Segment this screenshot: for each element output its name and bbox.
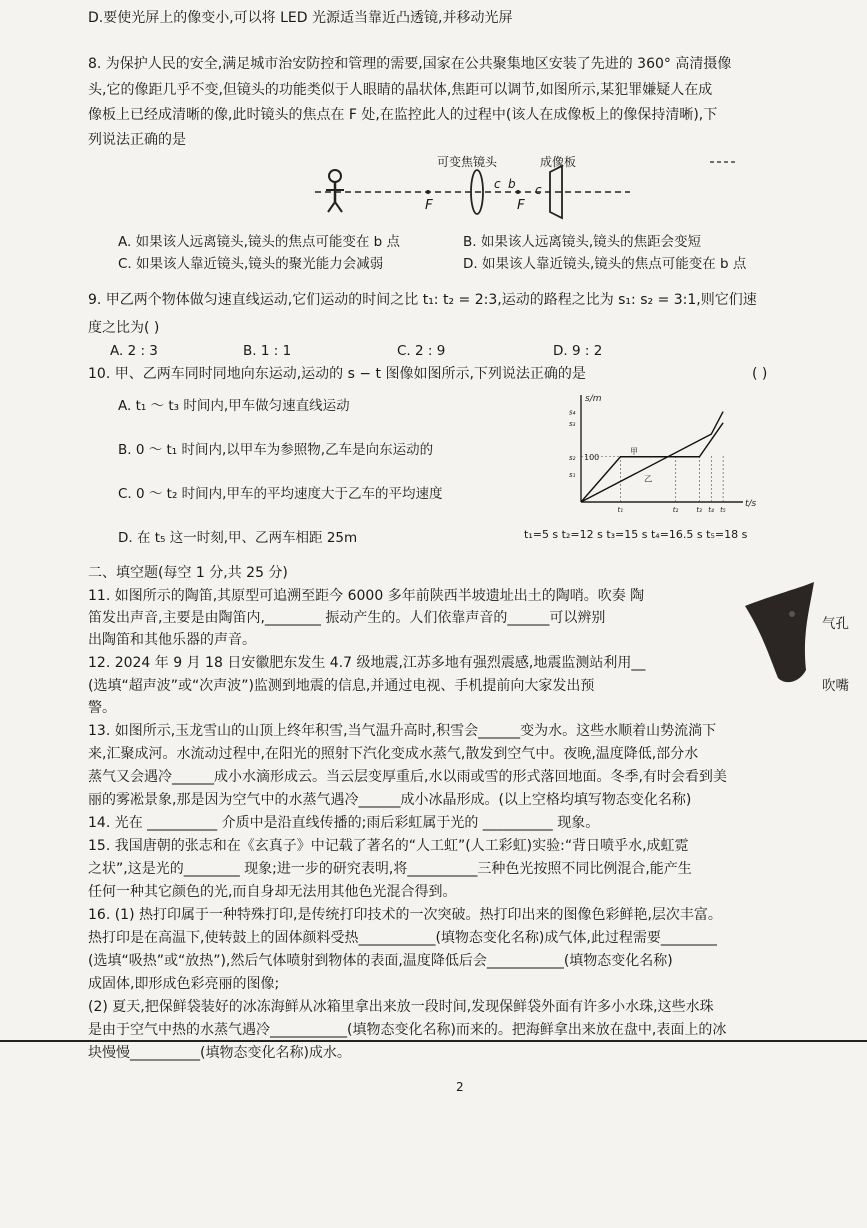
q12-line-2: (选填“超声波”或“次声波”)监测到地震的信息,并通过电视、手机提前向大家发出预 xyxy=(88,678,595,694)
q9-option-b: B. 1 : 1 xyxy=(243,343,292,359)
q10-option-b: B. 0 ～ t₁ 时间内,以甲车为参照物,乙车是向东运动的 xyxy=(118,442,434,458)
x-tick-2: t₂ xyxy=(672,506,679,514)
q16-line-2: 热打印是在高温下,使转鼓上的固体颜料受热___________(填物态变化名称)成气体,此过程需要________ xyxy=(88,930,717,946)
chart-time-values: t₁=5 s t₂=12 s t₃=15 s t₄=16.5 s t₅=18 s xyxy=(524,528,748,541)
lens-label: 可变焦镜头 xyxy=(437,155,498,169)
series-label-yi: 乙 xyxy=(644,474,653,484)
q13-line-2: 来,汇聚成河。水流动过程中,在阳光的照射下汽化变成水蒸气,散发到空气中。夜晚,温度降低,部分水 xyxy=(88,746,699,762)
q8-line-3: 像板上已经成清晰的像,此时镜头的焦点在 F 处,在监控此人的过程中(该人在成像板上的像保持清晰),下 xyxy=(88,107,718,123)
q8-option-a: A. 如果该人远离镜头,镜头的焦点可能变在 b 点 xyxy=(118,234,401,250)
q8-option-d: D. 如果该人靠近镜头,镜头的焦点可能变在 b 点 xyxy=(463,256,747,272)
q10-option-d: D. 在 t₅ 这一时刻,甲、乙两车相距 25m xyxy=(118,530,358,546)
q13-line-4: 丽的雾凇景象,那是因为空气中的水蒸气遇冷______成小冰晶形成。(以上空格均填写物态变化名称) xyxy=(88,792,692,808)
ocarina-image xyxy=(740,578,820,698)
q10-paren: ( ) xyxy=(752,366,768,382)
q12-line-1: 12. 2024 年 9 月 18 日安徽肥东发生 4.7 级地震,江苏多地有强烈震感,地震监测站利用__ xyxy=(88,655,646,671)
q16-line-6: 是由于空气中热的水蒸气遇冷___________(填物态变化名称)而来的。把海鲜拿出来放在盘中,表面上的冰 xyxy=(88,1022,727,1038)
fold-line xyxy=(0,1040,867,1042)
point-c: c xyxy=(494,177,501,191)
q10-option-a: A. t₁ ～ t₃ 时间内,甲车做匀速直线运动 xyxy=(118,398,350,414)
q10-option-c: C. 0 ～ t₂ 时间内,甲车的平均速度大于乙车的平均速度 xyxy=(118,486,443,502)
q15-line-2: 之状”,这是光的________ 现象;进一步的研究表明,将__________三种色光按照不同比例混合,能产生 xyxy=(88,861,692,877)
y-tick-3: s₂ xyxy=(569,453,576,462)
q15-line-1: 15. 我国唐朝的张志和在《玄真子》中记载了著名的“人工虹”(人工彩虹)实验:“背日喷乎水,成虹霓 xyxy=(88,838,689,854)
ocarina-mouth-label: 吹嘴 xyxy=(822,678,849,694)
q13-line-3: 蒸气又会遇冷______成小水滴形成云。当云层变厚重后,水以雨或雪的形式落回地面。冬季,有时会看到美 xyxy=(88,769,727,785)
q15-line-3: 任何一种其它颜色的光,而自身却无法用其他色光混合得到。 xyxy=(88,884,457,900)
q8-option-c: C. 如果该人靠近镜头,镜头的聚光能力会减弱 xyxy=(118,256,384,272)
q8-line-4: 列说法正确的是 xyxy=(88,132,186,148)
x-tick-1: t₁ xyxy=(617,506,624,514)
q9-line-1: 9. 甲乙两个物体做匀速直线运动,它们运动的时间之比 t₁: t₂ = 2:3,运动的路程之比为 s₁: s₂ = 3:1,则它们速 xyxy=(88,292,757,308)
focus-f2: F xyxy=(517,197,525,213)
y-tick-2: s₃ xyxy=(569,419,576,428)
y-tick-4: s₁ xyxy=(569,470,576,479)
q11-line-2: 笛发出声音,主要是由陶笛内,________ 振动产生的。人们依靠声音的______可以辨别 xyxy=(88,610,606,626)
st-chart xyxy=(545,392,755,522)
x-tick-3: t₃ xyxy=(696,506,702,514)
q8-line-2: 头,它的像距几乎不变,但镜头的功能类似于人眼睛的晶状体,焦距可以调节,如图所示,某犯罪嫌疑人在成 xyxy=(88,82,713,98)
q14-line: 14. 光在 __________ 介质中是沿直线传播的;雨后彩虹属于光的 __________ 现象。 xyxy=(88,815,600,831)
q16-line-3: (选填“吸热”或“放热”),然后气体喷射到物体的表面,温度降低后会___________(填物态变化名称) xyxy=(88,953,673,969)
y-tick-1: s₄ xyxy=(569,408,576,417)
q9-option-a: A. 2 : 3 xyxy=(110,343,158,359)
q8-line-1: 8. 为保护人民的安全,满足城市治安防控和管理的需要,国家在公共聚集地区安装了先进的 360° 高清摄像 xyxy=(88,56,732,72)
point-c2: c xyxy=(535,183,542,197)
page-number: 2 xyxy=(456,1080,464,1094)
q7-option-d: D.要使光屏上的像变小,可以将 LED 光源适当靠近凸透镜,并移动光屏 xyxy=(88,10,513,26)
q16-line-1: 16. (1) 热打印属于一种特殊打印,是传统打印技术的一次突破。热打印出来的图像色彩鲜艳,层次丰富。 xyxy=(88,907,722,923)
q16-line-5: (2) 夏天,把保鲜袋装好的冰冻海鲜从冰箱里拿出来放一段时间,发现保鲜袋外面有许多小水珠,这些水珠 xyxy=(88,999,714,1015)
x-axis-label: t/s xyxy=(745,499,757,509)
q13-line-1: 13. 如图所示,玉龙雪山的山顶上终年积雪,当气温升高时,积雪会______变为水。这些水顺着山势流淌下 xyxy=(88,723,717,739)
q8-option-b: B. 如果该人远离镜头,镜头的焦距会变短 xyxy=(463,234,702,250)
q16-line-7: 块慢慢__________(填物态变化名称)成水。 xyxy=(88,1045,351,1061)
point-b: b xyxy=(508,177,516,191)
section-2-heading: 二、填空题(每空 1 分,共 25 分) xyxy=(88,565,288,581)
ocarina-hole-label: 气孔 xyxy=(822,616,849,632)
q10-stem: 10. 甲、乙两车同时同地向东运动,运动的 s − t 图像如图所示,下列说法正确的是 xyxy=(88,366,586,382)
q9-option-d: D. 9 : 2 xyxy=(553,343,603,359)
board-label: 成像板 xyxy=(540,155,577,169)
q12-line-3: 警。 xyxy=(88,700,116,716)
q16-line-4: 成固体,即形成色彩亮丽的图像; xyxy=(88,976,280,992)
q11-line-1: 11. 如图所示的陶笛,其原型可追溯至距今 6000 多年前陕西半坡遗址出土的陶哨。吹奏 陶 xyxy=(88,588,645,604)
x-tick-4: t₄ xyxy=(708,506,714,514)
q9-option-c: C. 2 : 9 xyxy=(397,343,446,359)
x-tick-5: t₅ xyxy=(720,506,726,514)
q11-line-3: 出陶笛和其他乐器的声音。 xyxy=(88,632,256,648)
q9-line-2: 度之比为( ) xyxy=(88,320,160,336)
label-100: 100 xyxy=(584,452,600,462)
person-figure-icon xyxy=(326,170,344,212)
series-label-jia: 甲 xyxy=(629,446,638,456)
y-axis-label: s/m xyxy=(585,394,602,404)
focus-f1: F xyxy=(425,197,433,213)
